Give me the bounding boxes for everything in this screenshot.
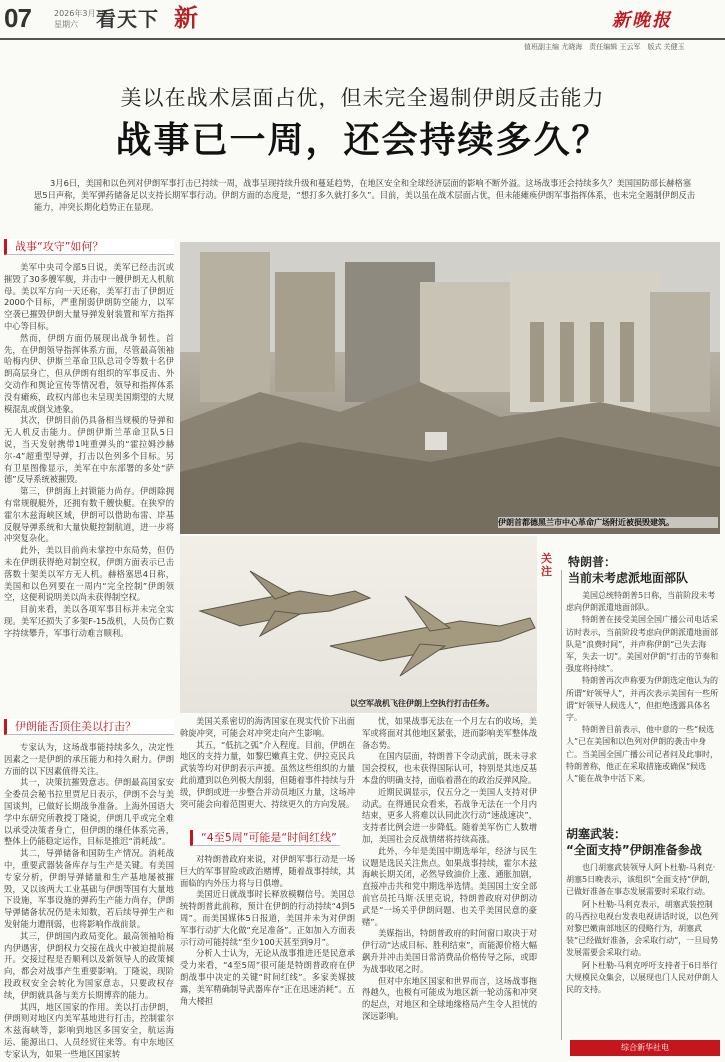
sidebar-text-1: 美国总统特朗普5日称，当前阶段未考虑向伊朗派遣地面部队。 特朗普在接受美国全国广播公司电话采访时表示，当前阶段考虑向伊朗派遣地面部队是“浪费时间”，并声称伊朗“已失去海军，失去一切”。美国对伊朗“打击的节奏和强度将持续”。 特朗普再次声称要为伊朗选定他认为的所谓“好领导人”，并再次表示美国有一些所谓“好领导人候选人”，但拒绝透露具体名字。 特朗普目前表示，他中意的一些“候选人”已在美国和以色列对伊朗的袭击中身亡。当美国全国广播公司记者问及此事时，特朗普称，他正在采取措施或确保“候选人”能在战争中活下来。 [566, 591, 719, 784]
section-title: 看天下 [96, 7, 159, 31]
section-heading-1: 战事“攻守”如何？ [4, 239, 174, 255]
column-3-text: 美国关系密切的海湾国家在现实代价下出面斡旋冲突，可能会对冲突走向产生影响。 其五，“低抗之弧”介入程度。目前，伊朗在地区的支持力量，如黎巴嫩真主党、伊拉克民兵武装等均对伊朗表示声援。虽然这些组织的力量此前遭到以色列极大削弱，但随着事件持续与升级，伊朗或进一步整合并动员地区力量，这场冲突可能会向着范围更大、持续更久的方向发展。 [180, 716, 355, 809]
sidebar-tag: 关注 [541, 552, 552, 578]
newspaper-logo: 新晚报 [612, 10, 672, 31]
sidebar-heading-1: 特朗普： 当前未考虑派地面部队 [568, 555, 689, 585]
article-title: 战事已一周，还会持续多久？ [115, 120, 610, 161]
column-3b-text: 对特朗普政府来说，对伊朗军事行动是一场巨大的军事冒险或政治赌博，随着战事持续，其面临的内外压力将与日俱增。 美国近日就战事时长释放模糊信号。美国总统特朗普此前称，预计在伊朗的行动持续“4到5周”。而美国媒体5日报道，美国并未为对伊朗军事行动扩大化做“充足准备”。正如加入方面表示行动可能持续“至少100天甚至到9月”。 分析人士认为，无论从战事推进还是民意承受力来看，“4至5周”很可能是特朗普政府在伊朗战事中决定的关键“时间红线”。多家美媒披露，美军精确制导武器库存“正在迅速消耗”。五角大楼担 [180, 854, 355, 1006]
page-number: 07 [4, 3, 31, 33]
issue-date: 2026年3月7日 星期六 [54, 9, 109, 29]
photo-fighter-jets [180, 536, 537, 713]
sidebar-divider [561, 570, 562, 1040]
header-rule [0, 38, 725, 40]
photo-2-caption: 以空军战机飞往伊朗上空执行打击任务。 [350, 699, 494, 708]
column-1-text: 美军中央司令部5日说，美军已经击沉或摧毁了30多艘军舰，并击中一艘伊朗无人机航母。美以军方向一天还称，美军打击了伊朗近2000个目标，严重削弱伊朗防空能力，以军空袭已摧毁伊朗大量导弹发射装置和军方指挥中心等目标。 然而，伊朗方面仍展现出战争韧性。首先，在伊朗领导指挥体系方面，尽管最高领袖哈梅内伊、伊斯兰革命卫队总司令等数十名伊朗高层身亡，但从伊朗有组织的军事反击、外交动作和舆论宣传等情况看，领导和指挥体系没有瘫痪，政权内部也未呈现美国期望的大规模混乱或倒戈迹象。 其次，伊朗目前仍具备相当规模的导弹和无人机反击能力。伊朗伊斯兰革命卫队5日说，当天发射携带1吨重弹头的“霍拉姆沙赫尔-4”超重型导弹，打击以色列多个目标。另有卫星图像显示，美军在中东部署的多处“萨德”反导系统被摧毁。 第三，伊朗海上封锁能力尚存。伊朗除拥有常规舰艇外，还拥有数千艘快艇。在狭窄的霍尔木兹海峡区域，伊朗可以借助布雷、岸基反舰导弹系统和大量快艇控制航道，进一步将冲突复杂化。 此外，美以目前尚未掌控中东局势，但仍未在伊朗获得绝对制空权，伊朗方面表示已击落数十架美以军方无人机。赫格塞思4日称，美国和以色列要在一周内“完全控制”伊朗领空，这便利说明美以尚未获得制空权。 目前来看，美以各项军事目标并未完全实现。美军还损失了多架F-15战机，人员伤亡数字持续攀升，军事行动难言顺利。 [4, 262, 174, 638]
fighter-jets-illustration [180, 536, 537, 696]
section-seal: 新 [174, 4, 198, 32]
sidebar-heading-2: 胡塞武装： “全面支持”伊朗准备参战 [566, 827, 702, 857]
section-heading-2: 伊朗能否顶住美以打击？ [4, 719, 174, 735]
rubble-illustration [180, 242, 720, 534]
editor-credits: 值班副主编 尤晓海 责任编辑 王云军 版式 关健玉 [524, 43, 685, 51]
column-2-text: 专家认为，这场战事能持续多久，决定性因素之一是伊朗的承压能力和持久耐力。伊朗方面的以下因素值得关注。 其一，决策抗摧毁意志。伊朗最高国家安全委员会秘书拉里贾尼日表示，伊朗不会与美国谈判，已做好长期战争准备。上海外国语大学中东研究所教授丁隆说，伊朗几乎或完全难以承受决策者身亡，但伊朗的继任体系完善，整体上仍能稳定运作，目标是推迟“消耗战”。 其二，导弹储备和国防生产情况。消耗战中，重要武器装备库存与生产是关键。有美国专家分析，伊朗导弹储量和生产基地屡被摧毁，又以该两大工业基础与伊朗等国有大量地下设施，军事设施的弹药生产能力尚存，伊朗导弹储备状况仍是未知数，若后续导弹生产和发射能力遭削弱，也将影响作战前景。 其三，伊朗国内政局变化。最高领袖哈梅内伊遇害，伊朗权力交接在战火中被迫提前展开。交接过程是否顺利以及新领导人的政策倾向，都会对战事产生重要影响。丁隆说，现阶段政权安全会转化为国家意志，只要政权存续，伊朗就具备与美方长期博弈的能力。 其四，地区国家的作用。美以打击伊朗，伊朗则对地区内美军基地进行打击，控制霍尔木兹海峡等，影响到地区多国安全，航运海运、能源出口、人员经贸往来等。有中东地区专家认为，如果一些地区国家转 [4, 742, 174, 1059]
photo-1-caption: 伊朗首都德黑兰市中心革命广场附近被损毁建筑。 [498, 517, 718, 528]
column-4-text: 忧，如果战事无法在一个月左右的收场，美军或将面对其他地区紧张，进而影响美军整体战备态势。 在国内层面，特朗普下令动武前，既未寻求国会授权，也未获得国际认可，特别是其违反基本盘的明确支持，面临着潜在的政治反弹风险。 近期民调显示，仅五分之一美国人支持对伊动武。在得通民众看来，若战争无法在一个月内结束，更多人将难以认同此次行动“速战速决”，支持者比例会进一步降低。随着美军伤亡人数增加，美国社会反战情绪将持续高涨。 此外，今年是美国中期选举年，经济与民生议题是选民关注焦点。如果战事持续，霍尔木兹海峡长期关闭，必然导致油价上涨、通胀加剧，直接冲击共和党中期选举选情。美国国土安全部前官员托马斯·沃里克说，特朗普政府对伊朗动武是“一场关乎伊朗问题、也关乎美国民意的豪赌”。 美媒指出，特朗普政府的时间窗口取决于对伊行动“达成目标、胜利结束”，而能源价格大幅飙升并冲击美国日常消费品价格传导之际，或即为战事收尾之时。 但对中东地区国家和世界而言，这场战事拖得越久，也极有可能成为地区新一轮动荡和冲突的起点，对地区和全球地缘格局产生令人担忧的深远影响。 [362, 716, 537, 1021]
source-credit: 综合新华社电 [570, 1040, 720, 1056]
article-subtitle: 美以在战术层面占优，但未完全遏制伊朗反击能力 [120, 86, 605, 110]
photo-destroyed-buildings [180, 242, 720, 534]
section-heading-3: “4至5周”可能是“时间红线” [190, 830, 340, 846]
article-lead: 3月6日，美国和以色列对伊朗军事打击已持续一周，战事呈现持续升级和蔓延趋势，在地区安全和全球经济层面的影响不断外溢。这场战事还会持续多久？美国国防部长赫格塞思5日声称，美军弹药储备足以支持长期军事行动。伊朗方面的态度是，“想打多久就打多久”。目前，美以虽在战术层面占优，但未能瘫痪伊朗军事指挥体系，也未完全遏制伊朗反击能力，冲突长期化趋势正在显现。 [34, 178, 696, 212]
sidebar-text-2: 也门胡塞武装领导人阿卜杜勒-马利克·胡塞5日晚表示，该组织“全面支持”伊朗，已做好准备在事态发展需要时采取行动。 阿卜杜勒-马利克表示，胡塞武装控制的马西拉电视台发表电视讲话时说，以色列对黎巴嫩南部地区的侵略行为，胡塞武装“已经做好准备，会采取行动”，一旦局势发展需要会采取行动。 阿卜杜勒-马利克呼吁支持者于6日举行大规模民众集会，以展现也门人民对伊朗人民的支持。 [566, 863, 719, 995]
